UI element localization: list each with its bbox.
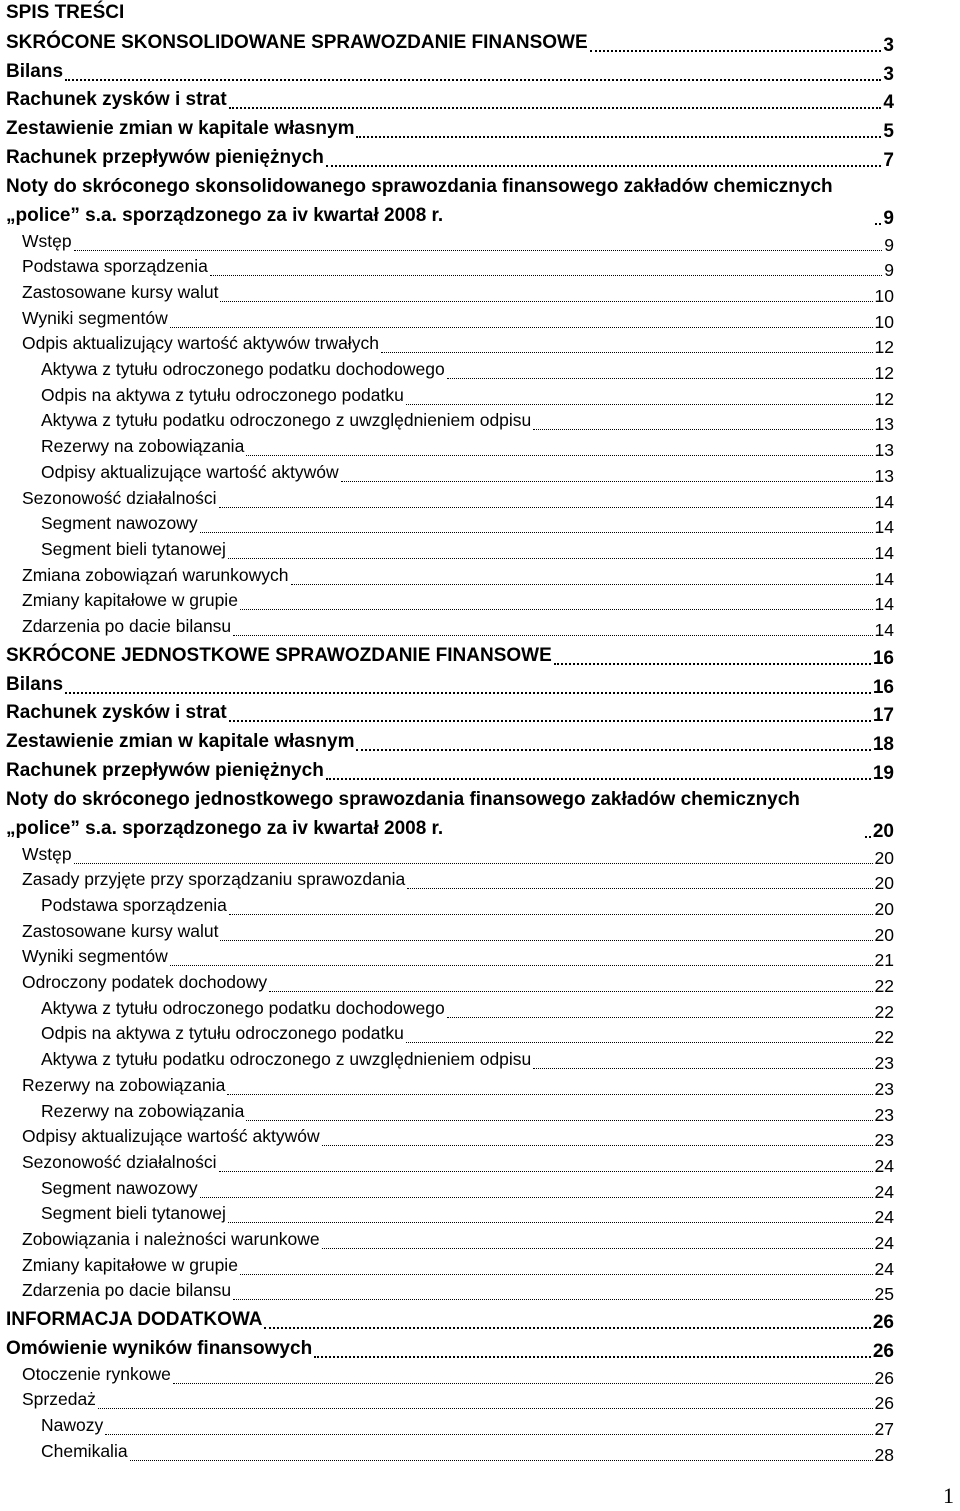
toc-page-number: 19 xyxy=(872,762,894,784)
toc-entry[interactable] xyxy=(0,1414,960,1440)
toc-page-number: 22 xyxy=(874,976,894,997)
toc-dot-leader xyxy=(200,532,873,533)
toc-page-number: 12 xyxy=(874,388,894,409)
toc-entry-title: Podstawa sporządzenia xyxy=(41,895,227,916)
toc-page-number: 24 xyxy=(874,1181,894,1202)
toc-page-number: 23 xyxy=(874,1104,894,1125)
toc-dot-leader xyxy=(326,165,882,167)
toc-entry[interactable] xyxy=(0,699,960,728)
toc-entry-title: Podstawa sporządzenia xyxy=(22,256,208,277)
toc-page-number: 12 xyxy=(874,363,894,384)
toc-page-number: 4 xyxy=(883,92,894,114)
toc-page-number: 14 xyxy=(874,594,894,615)
toc-dot-leader xyxy=(173,1383,873,1384)
toc-entry-title: Rachunek przepływów pieniężnych xyxy=(6,759,324,781)
toc-page-number: 14 xyxy=(874,542,894,563)
toc-page-number: 12 xyxy=(874,337,894,358)
toc-dot-leader xyxy=(65,692,871,694)
toc-dot-leader xyxy=(322,1145,873,1146)
toc-dot-leader xyxy=(533,1068,872,1069)
toc-dot-leader xyxy=(554,663,871,665)
toc-entry-title: Sezonowość działalności xyxy=(22,487,217,508)
toc-entry-title: Wyniki segmentów xyxy=(22,307,168,328)
toc-entry-title: Noty do skróconego jednostkowego sprawozdania finansowego zakładów chemicznych „police” s.a. sporządzonego za iv kwartał 2008 r. xyxy=(6,788,800,839)
toc-dot-leader xyxy=(590,50,882,52)
toc-dot-leader xyxy=(406,404,873,405)
toc-page-number: 14 xyxy=(874,517,894,538)
toc-entry-title: Wyniki segmentów xyxy=(22,946,168,967)
toc-page-number: 20 xyxy=(872,820,894,842)
toc-page-number: 26 xyxy=(874,1393,894,1414)
toc-entry-title: Rachunek zysków i strat xyxy=(6,702,227,724)
toc-page-number: 23 xyxy=(874,1053,894,1074)
toc-entry-title: Bilans xyxy=(6,60,64,82)
toc-page-number: 14 xyxy=(874,568,894,589)
toc-entry-title: Rezerwy na zobowiązania xyxy=(22,1074,226,1095)
toc-entry-title: Rachunek zysków i strat xyxy=(6,89,227,111)
toc-page-number: 5 xyxy=(883,121,894,143)
toc-page-number: 24 xyxy=(874,1207,894,1228)
toc-dot-leader xyxy=(341,481,873,482)
toc-entry-title: Wstęp xyxy=(22,843,72,864)
toc-entry[interactable] xyxy=(0,86,960,115)
toc-dot-leader xyxy=(533,429,872,430)
toc-entry[interactable] xyxy=(0,1389,960,1415)
toc-entry-title: Nawozy xyxy=(41,1415,104,1435)
toc-entry-title: Aktywa z tytułu odroczonego podatku dochodowego xyxy=(41,997,445,1018)
toc-entry-title: Aktywa z tytułu podatku odroczonego z uwzględnieniem odpisu xyxy=(41,410,532,431)
toc-entry-title: Bilans xyxy=(6,673,64,695)
toc-dot-leader xyxy=(407,888,872,889)
toc-dot-leader xyxy=(246,1120,872,1121)
toc-dot-leader xyxy=(356,749,870,751)
toc-dot-leader xyxy=(74,863,873,864)
toc-page-number: 20 xyxy=(874,847,894,868)
toc-page-number: 20 xyxy=(874,899,894,920)
toc-page-number: 7 xyxy=(883,149,894,171)
toc-entry-title: Segment nawozowy xyxy=(41,513,198,534)
toc-dot-leader xyxy=(269,991,872,992)
toc-page-number: 26 xyxy=(872,1312,894,1334)
toc-page-number: 25 xyxy=(874,1284,894,1305)
toc-entry[interactable] xyxy=(0,615,960,641)
toc-dot-leader xyxy=(356,136,881,138)
toc-entry-title: Segment bieli tytanowej xyxy=(41,538,226,559)
toc-entry[interactable] xyxy=(0,785,960,843)
toc-page-number: 13 xyxy=(874,414,894,435)
toc-dot-leader xyxy=(246,455,872,456)
toc-page-number: 16 xyxy=(872,676,894,698)
toc-dot-leader xyxy=(210,275,882,276)
toc-dot-leader xyxy=(105,1434,872,1435)
toc-entry-title: Odpis na aktywa z tytułu odroczonego podatku xyxy=(41,384,404,405)
toc-page-number: 20 xyxy=(874,924,894,945)
toc-dot-leader xyxy=(875,223,881,225)
toc-page-number: 9 xyxy=(884,234,894,255)
toc-entry-title: Odroczony podatek dochodowy xyxy=(22,972,268,993)
toc-page-number: 24 xyxy=(874,1258,894,1279)
toc-entry[interactable] xyxy=(0,143,960,172)
toc-entry[interactable] xyxy=(0,28,960,57)
toc-dot-leader xyxy=(326,778,871,780)
toc-page-number: 13 xyxy=(874,465,894,486)
toc-page-number: 3 xyxy=(883,34,894,56)
toc-entry[interactable] xyxy=(0,1363,960,1389)
toc-page-number: 27 xyxy=(874,1419,894,1439)
toc-page-number: 26 xyxy=(872,1340,894,1362)
toc-entry[interactable] xyxy=(0,1440,960,1466)
toc-dot-leader xyxy=(219,507,873,508)
toc-entry-title: Segment nawozowy xyxy=(41,1177,198,1198)
toc-dot-leader xyxy=(240,609,873,610)
toc-page-number: 17 xyxy=(872,705,894,727)
toc-dot-leader xyxy=(229,107,882,109)
toc-entry-title: Zobowiązania i należności warunkowe xyxy=(22,1228,320,1249)
toc-page-number: 23 xyxy=(874,1078,894,1099)
toc-page-number: 23 xyxy=(874,1130,894,1151)
toc-dot-leader xyxy=(264,1327,870,1329)
toc-dot-leader xyxy=(170,327,873,328)
toc-entry-title: SKRÓCONE SKONSOLIDOWANE SPRAWOZDANIE FINANSOWE xyxy=(6,31,588,53)
footer-page-number: 1 xyxy=(943,1483,954,1508)
toc-dot-leader xyxy=(233,1299,872,1300)
toc-dot-leader xyxy=(228,1222,873,1223)
toc-entry[interactable] xyxy=(0,756,960,785)
toc-entry-title: Aktywa z tytułu podatku odroczonego z uwzględnieniem odpisu xyxy=(41,1049,532,1070)
toc-dot-leader xyxy=(170,965,873,966)
toc-dot-leader xyxy=(406,1042,873,1043)
toc-entry-title: Aktywa z tytułu odroczonego podatku dochodowego xyxy=(41,359,445,380)
toc-page-number: 20 xyxy=(874,873,894,894)
toc-entry-title: Odpis na aktywa z tytułu odroczonego podatku xyxy=(41,1023,404,1044)
toc-page-number: 21 xyxy=(874,950,894,971)
toc-entry[interactable] xyxy=(0,670,960,699)
toc-entry-title: SKRÓCONE JEDNOSTKOWE SPRAWOZDANIE FINANSOWE xyxy=(6,644,552,666)
toc-page-number: 18 xyxy=(872,734,894,756)
toc-dot-leader xyxy=(229,720,871,722)
toc-page-number: 24 xyxy=(874,1155,894,1176)
toc-entry-title: Zasady przyjęte przy sporządzaniu sprawozdania xyxy=(22,869,406,890)
toc-entry-title: Odpisy aktualizujące wartość aktywów xyxy=(22,1126,320,1147)
toc-dot-leader xyxy=(130,1460,873,1461)
toc-dot-leader xyxy=(227,1094,872,1095)
toc-entry-title: Otoczenie rynkowe xyxy=(22,1363,171,1384)
toc-entry[interactable] xyxy=(0,641,960,670)
toc-entry[interactable] xyxy=(0,727,960,756)
toc-entry[interactable] xyxy=(0,114,960,143)
toc-page-number: 22 xyxy=(874,1001,894,1022)
toc-entry-title: Chemikalia xyxy=(41,1440,128,1461)
toc-entry-title: Odpisy aktualizujące wartość aktywów xyxy=(41,461,339,482)
toc-entry-title: Zdarzenia po dacie bilansu xyxy=(22,1280,232,1301)
toc-page-number: 10 xyxy=(874,286,894,307)
toc-page-number: 9 xyxy=(883,207,894,229)
toc-entry-title: Zmiany kapitałowe w grupie xyxy=(22,1254,238,1275)
toc-entry-title: Wstęp xyxy=(22,230,72,251)
toc-entry-title: Odpis aktualizujący wartość aktywów trwałych xyxy=(22,333,379,354)
toc-entry-title: Zestawienie zmian w kapitale własnym xyxy=(6,731,355,753)
toc-page-number: 3 xyxy=(883,63,894,85)
toc-dot-leader xyxy=(228,558,873,559)
toc-entry-title: Zmiany kapitałowe w grupie xyxy=(22,590,238,611)
toc-page-number: 24 xyxy=(874,1232,894,1253)
toc-dot-leader xyxy=(233,635,872,636)
toc-page-number: 28 xyxy=(874,1444,894,1465)
toc-entry-title: Segment bieli tytanowej xyxy=(41,1203,226,1224)
toc-entry-title: Sezonowość działalności xyxy=(22,1151,217,1172)
toc-entry[interactable] xyxy=(0,1280,960,1306)
toc-entry-title: Zestawienie zmian w kapitale własnym xyxy=(6,118,355,140)
toc-dot-leader xyxy=(447,378,873,379)
toc-dot-leader xyxy=(219,1171,873,1172)
toc-page-number: 13 xyxy=(874,440,894,461)
table-of-contents xyxy=(0,28,960,1466)
toc-entry[interactable] xyxy=(0,57,960,86)
page-title: SPIS TREŚCI xyxy=(6,2,125,23)
toc-dot-leader xyxy=(65,79,881,81)
toc-page-number: 9 xyxy=(884,260,894,281)
toc-dot-leader xyxy=(865,836,871,838)
toc-entry-title: INFORMACJA DODATKOWA xyxy=(6,1309,263,1331)
toc-dot-leader xyxy=(200,1197,873,1198)
toc-dot-leader xyxy=(447,1017,873,1018)
toc-dot-leader xyxy=(291,584,873,585)
toc-dot-leader xyxy=(240,1274,873,1275)
toc-dot-leader xyxy=(74,250,883,251)
toc-entry-title: Sprzedaż xyxy=(22,1389,96,1410)
toc-entry-title: Rezerwy na zobowiązania xyxy=(41,1100,245,1121)
toc-page-number: 10 xyxy=(874,311,894,332)
toc-dot-leader xyxy=(220,301,872,302)
toc-dot-leader xyxy=(98,1408,873,1409)
toc-entry-title: Zmiana zobowiązań warunkowych xyxy=(22,564,289,585)
toc-entry-title: Omówienie wyników finansowych xyxy=(6,1337,313,1359)
toc-entry[interactable] xyxy=(0,1305,960,1334)
toc-page-number: 16 xyxy=(872,647,894,669)
toc-page-number: 14 xyxy=(874,491,894,512)
toc-entry[interactable] xyxy=(0,172,960,230)
toc-page-number: 22 xyxy=(874,1027,894,1048)
toc-dot-leader xyxy=(322,1248,873,1249)
toc-entry-title: Zdarzenia po dacie bilansu xyxy=(22,615,232,636)
toc-entry[interactable] xyxy=(0,1334,960,1363)
toc-dot-leader xyxy=(314,1356,871,1358)
toc-entry-title: Rachunek przepływów pieniężnych xyxy=(6,146,324,168)
toc-entry-title: Rezerwy na zobowiązania xyxy=(41,436,245,457)
toc-entry-title: Noty do skróconego skonsolidowanego sprawozdania finansowego zakładów chemicznych „police” s.a. sporządzonego za iv kwartał 2008 r. xyxy=(6,175,833,226)
toc-entry-title: Zastosowane kursy walut xyxy=(22,920,219,941)
toc-entry-title: Zastosowane kursy walut xyxy=(22,282,219,303)
toc-dot-leader xyxy=(229,914,873,915)
toc-page-number: 26 xyxy=(874,1367,894,1388)
toc-dot-leader xyxy=(381,352,873,353)
toc-dot-leader xyxy=(220,940,872,941)
toc-page-number: 14 xyxy=(874,619,894,640)
